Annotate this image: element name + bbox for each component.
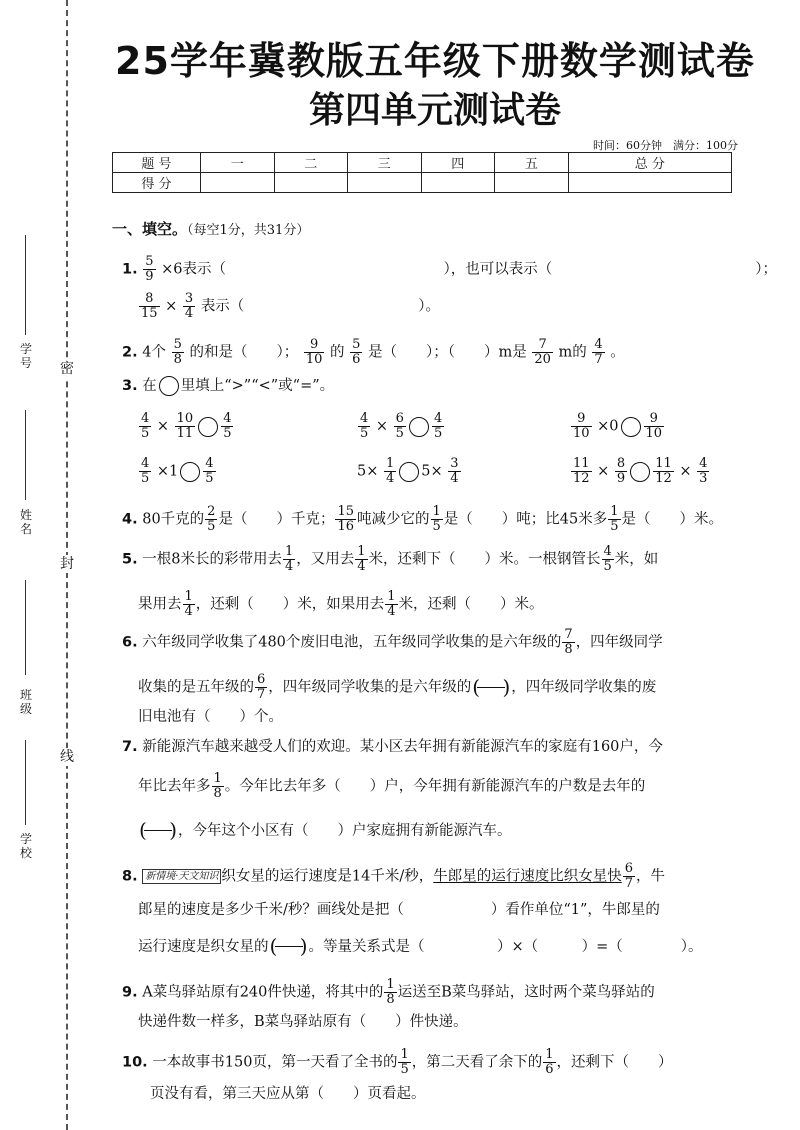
fraction: $\frac{7}{8}$ [564,627,573,657]
fraction: $\frac{1}{5}$ [432,504,441,534]
fraction: $\frac{4}{5}$ [360,411,369,441]
question-7-line-3 [138,818,512,844]
score-cell[interactable] [568,173,731,193]
question-8-line-3 [138,934,703,960]
question-7-line-1 [122,737,663,757]
compare-6 [570,457,710,486]
question-text: ，牛 [636,868,666,885]
question-5-line-1 [122,545,658,574]
question-number: 3. [122,378,138,394]
compare-5 [357,457,462,486]
fraction: $\frac{1}{6}$ [545,1047,554,1077]
question-text: 的 [329,344,345,361]
question-text: 的和是（ ）； [189,344,299,361]
question-text: 。等量关系式是（ ）×（ ）=（ ）。 [308,939,703,955]
question-text: 里填上“>”“<”或“=”。 [180,378,335,394]
exam-meta: 时间：60分钟 满分：100分 [593,139,738,152]
question-text: ，四年级同学 [575,634,663,651]
operator: × [165,298,178,315]
operator: × [597,463,610,480]
question-9-line-1 [122,978,655,1007]
score-header-cell: 一 [201,153,275,173]
question-text: 是（ ）米。 [621,511,724,528]
fraction-answer-box[interactable]: ( ) [269,934,308,958]
question-10-line-1 [122,1048,673,1077]
fraction: $\frac{2}{5}$ [207,504,216,534]
section-note: （每空1分，共31分） [187,223,310,238]
question-5-line-2 [138,590,544,619]
question-text: ×6表示（ ），也可以表示（ ）； [161,261,777,278]
score-cell[interactable] [495,173,569,193]
answer-circle[interactable] [409,417,429,437]
question-text: ，今年这个小区有（ ）户家庭拥有新能源汽车。 [178,823,512,839]
question-3 [122,376,334,396]
fraction: $\frac{1}{5}$ [400,1047,409,1077]
operator: × [679,463,692,480]
score-header-cell: 五 [495,153,569,173]
question-text: 。 [610,344,625,361]
question-number: 10. [122,1054,148,1071]
school-label: 学校 [19,832,32,860]
fraction: $\frac{1}{5}$ [610,504,619,534]
question-text: ，四年级同学收集的废 [511,679,657,696]
page-subtitle: 第四单元测试卷 [308,90,561,131]
fraction: $\frac{4}{5}$ [433,411,443,441]
fraction: $\frac{3}{4}$ [450,456,459,486]
question-text: A菜鸟驿站原有240件快递，将其中的 [142,984,384,1001]
question-text: 吨减少它的 [357,511,430,528]
fraction: $\frac{6}{5}$ [395,411,404,441]
question-text: ，还剩（ ）米，如果用去 [195,596,385,613]
score-header-cell: 四 [421,153,495,173]
question-text: 果用去 [138,596,182,613]
question-number: 2. [122,344,138,361]
operator: × [156,418,170,435]
answer-circle[interactable] [198,417,218,437]
question-1-line-1 [122,255,777,284]
fraction: $\frac{1}{4}$ [284,544,294,574]
question-number: 8. [122,868,138,885]
question-text: 米，还剩下（ ）米。一根钢管长 [368,551,601,568]
question-text: 年比去年多 [138,778,211,795]
question-text: 。今年比去年多（ ）户，今年拥有新能源汽车的户数是去年的 [224,778,646,795]
fraction: $\frac{9}{10}$ [305,337,323,367]
binding-word-mi: 密 [60,361,74,377]
fraction: $\frac{1}{4}$ [357,544,366,574]
class-line [25,580,26,675]
page-title: 25学年冀教版五年级下册数学测试卷 [115,39,755,83]
question-6-line-2 [138,673,656,702]
answer-circle[interactable] [399,462,419,482]
operator: 5× [421,463,443,480]
question-number: 6. [122,634,138,651]
question-8-line-1 [122,862,665,891]
fraction: $\frac{4}{7}$ [594,337,603,367]
question-text: ，还剩下（ ） [556,1054,673,1071]
fraction: $\frac{4}{3}$ [699,456,708,486]
fraction: $\frac{7}{20}$ [534,337,551,367]
question-1-line-2 [138,292,440,321]
fraction: $\frac{15}{16}$ [337,504,354,534]
question-text: 是（ ）千克； [218,511,335,528]
score-header-cell: 题 号 [113,153,201,173]
binding-word-xian: 线 [60,749,74,765]
score-header-cell: 三 [348,153,422,173]
score-table-score-row [113,173,732,193]
name-line [25,410,26,500]
fraction: $\frac{4}{5}$ [141,456,150,486]
question-text: 是（ ）；（ ）m是 [367,344,527,361]
answer-circle[interactable] [621,417,641,437]
operator: 5× [357,463,379,480]
question-6-line-1 [122,628,663,657]
answer-circle[interactable] [180,462,200,482]
question-text: 在 [142,378,157,394]
fraction: $\frac{1}{4}$ [387,589,396,619]
fraction: $\frac{4}{5}$ [141,411,150,441]
section-title [112,218,309,239]
question-text: 六年级同学收集了480个废旧电池，五年级同学收集的是六年级的 [142,634,562,651]
fraction: $\frac{5}{9}$ [145,254,154,284]
operator: × [375,418,389,435]
question-text: 织女星的运行速度是14千米/秒， [221,868,434,885]
binding-word-feng: 封 [60,556,74,572]
fraction: $\frac{4}{5}$ [603,544,612,574]
fraction: $\frac{1}{4}$ [184,589,193,619]
answer-circle[interactable] [630,462,650,482]
fraction: $\frac{9}{10}$ [645,411,663,441]
fraction: $\frac{3}{4}$ [184,291,194,321]
name-label: 姓名 [19,508,32,536]
operator: ×0 [597,418,619,435]
question-text: ，第二天看了余下的 [411,1054,543,1071]
question-text: 运送至B菜鸟驿站，这时两个菜鸟驿站的 [397,984,655,1001]
fraction: $\frac{6}{7}$ [624,861,634,891]
question-text: 4个 [142,344,166,361]
question-4 [122,505,723,534]
question-text: 一本故事书150页，第一天看了全书的 [152,1054,398,1071]
fraction: $\frac{10}{11}$ [176,411,194,441]
question-number: 7. [122,739,138,755]
question-7-line-2 [138,772,645,801]
student-id-label: 学号 [19,342,32,370]
compare-circle-icon [159,376,179,396]
question-text: 米，还剩（ ）米。 [398,596,544,613]
fraction: $\frac{1}{4}$ [385,456,395,486]
fraction: $\frac{6}{7}$ [257,672,266,702]
score-cell[interactable] [348,173,422,193]
question-8-line-2 [138,900,660,920]
section-title-text: 一、填空。 [112,220,188,238]
fraction: $\frac{5}{8}$ [173,337,182,367]
question-text: 米，如 [614,551,659,568]
question-text: 页没有看，第三天应从第（ ）页看起。 [150,1086,426,1102]
compare-4 [138,457,217,486]
context-tag: 新情境·天文知识 [142,869,221,884]
score-header-cell: 总 分 [568,153,731,173]
question-text: ，四年级同学收集的是六年级的 [268,679,472,696]
question-text: ，又用去 [296,551,355,568]
question-text: 收集的是五年级的 [138,679,254,696]
question-text: 表示（ ）。 [200,298,441,315]
student-id-line [25,235,26,335]
question-text: 一根8米长的彩带用去 [142,551,282,568]
fraction-answer-box[interactable]: ( ) [472,674,511,699]
question-text: m的 [558,344,587,361]
question-6-line-3 [138,707,283,727]
question-text: 运行速度是织女星的 [138,939,269,955]
question-text: 80千克的 [142,511,205,528]
fraction: $\frac{1}{8}$ [213,771,222,801]
fraction: $\frac{4}{5}$ [223,411,232,441]
compare-2 [357,412,445,441]
fraction: $\frac{4}{5}$ [205,456,214,486]
question-number: 9. [122,984,138,1001]
question-2 [122,338,625,367]
compare-3 [570,412,665,441]
fraction: $\frac{1}{8}$ [386,977,395,1007]
fraction: $\frac{9}{10}$ [573,411,590,441]
question-number: 1. [122,261,138,278]
question-text: 是（ ）吨；比45米多 [443,511,608,528]
compare-1 [138,412,234,441]
question-number: 4. [122,511,138,528]
question-10-line-2 [150,1084,426,1104]
score-table [112,152,732,193]
fraction: $\frac{8}{15}$ [141,291,158,321]
question-text: 快递件数一样多，B菜鸟驿站原有（ ）件快递。 [138,1014,468,1030]
class-label: 班级 [19,688,32,716]
fraction: $\frac{11}{12}$ [655,456,672,486]
school-line [25,740,26,825]
underlined-text: 牛郎星的运行速度比织女星快 [433,868,622,885]
score-cell[interactable] [274,173,348,193]
binding-strip [0,0,80,1130]
question-text: 旧电池有（ ）个。 [138,709,283,725]
score-table-header-row [113,153,732,173]
fraction-answer-box[interactable]: ( ) [139,818,177,842]
fraction: $\frac{11}{12}$ [573,456,590,486]
fraction: $\frac{5}{6}$ [352,337,361,367]
score-header-cell: 二 [274,153,348,173]
score-row-label: 得 分 [113,173,201,193]
question-number: 5. [122,551,138,568]
score-cell[interactable] [201,173,275,193]
question-text: 新能源汽车越来越受人们的欢迎。某小区去年拥有新能源汽车的家庭有160户，今 [142,739,663,755]
score-cell[interactable] [421,173,495,193]
fraction: $\frac{8}{9}$ [616,456,626,486]
operator: ×1 [156,463,179,480]
question-text: 郎星的速度是多少千米/秒？画线处是把（ ）看作单位“1”，牛郎星的 [138,902,660,918]
question-9-line-2 [138,1012,468,1032]
